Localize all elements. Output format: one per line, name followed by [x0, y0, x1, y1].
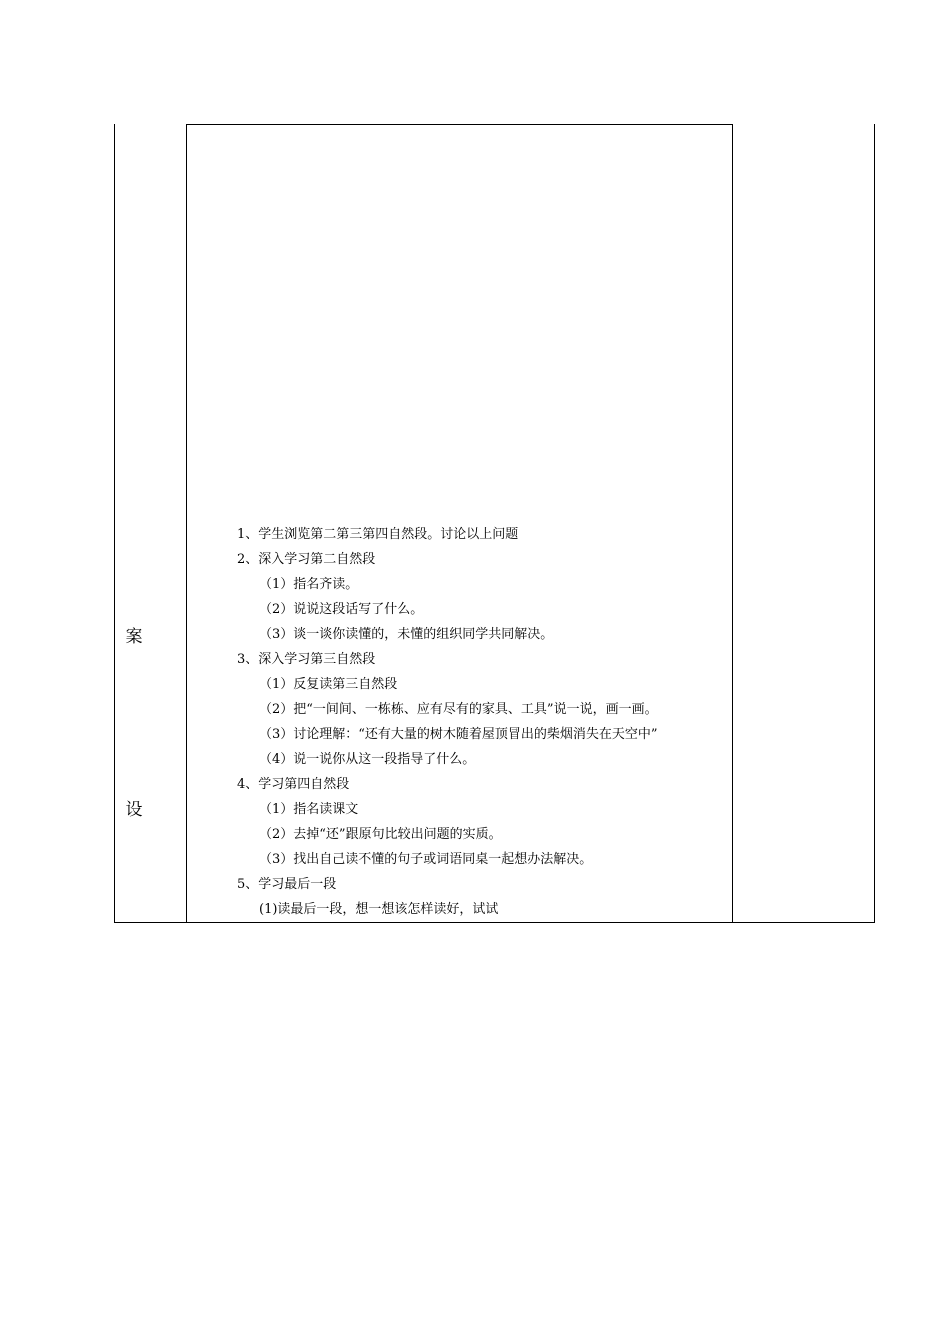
step-4-sub-1: （1）指名读课文: [259, 802, 359, 817]
side-label-an: 案: [125, 627, 143, 647]
step-3-sub-3: （3）讨论理解：“还有大量的树木随着屋顶冒出的柴烟消失在天空中”: [259, 727, 658, 742]
step-3-sub-4: （4）说一说你从这一段指导了什么。: [259, 752, 476, 767]
step-2: 2、深入学习第二自然段: [237, 552, 376, 567]
step-4: 4、学习第四自然段: [237, 777, 350, 792]
step-5: 5、学习最后一段: [237, 877, 337, 892]
step-2-sub-3: （3）谈一谈你读懂的，未懂的组织同学共同解决。: [259, 627, 554, 642]
step-3-sub-2: （2）把“一间间、一栋栋、应有尽有的家具、工具”说一说，画一画。: [259, 702, 658, 717]
step-2-sub-1: （1）指名齐读。: [259, 577, 359, 592]
content-cell-top-border: [186, 124, 733, 125]
side-label-she: 设: [125, 800, 143, 820]
step-4-sub-2: （2）去掉“还”跟原句比较出问题的实质。: [259, 827, 502, 842]
table-column-divider-2: [732, 124, 733, 923]
step-5-sub-1: (1)读最后一段，想一想该怎样读好，试试: [259, 902, 499, 917]
step-2-sub-2: （2）说说这段话写了什么。: [259, 602, 424, 617]
step-3-sub-1: （1）反复读第三自然段: [259, 677, 398, 692]
table-right-border: [874, 124, 875, 923]
step-1: 1、学生浏览第二第三第四自然段。讨论以上问题: [237, 527, 519, 542]
table-bottom-border: [114, 922, 875, 923]
lesson-steps: [187, 522, 732, 922]
step-4-sub-3: （3）找出自己读不懂的句子或词语同桌一起想办法解决。: [259, 852, 593, 867]
step-3: 3、深入学习第三自然段: [237, 652, 376, 667]
table-left-border: [114, 124, 115, 923]
